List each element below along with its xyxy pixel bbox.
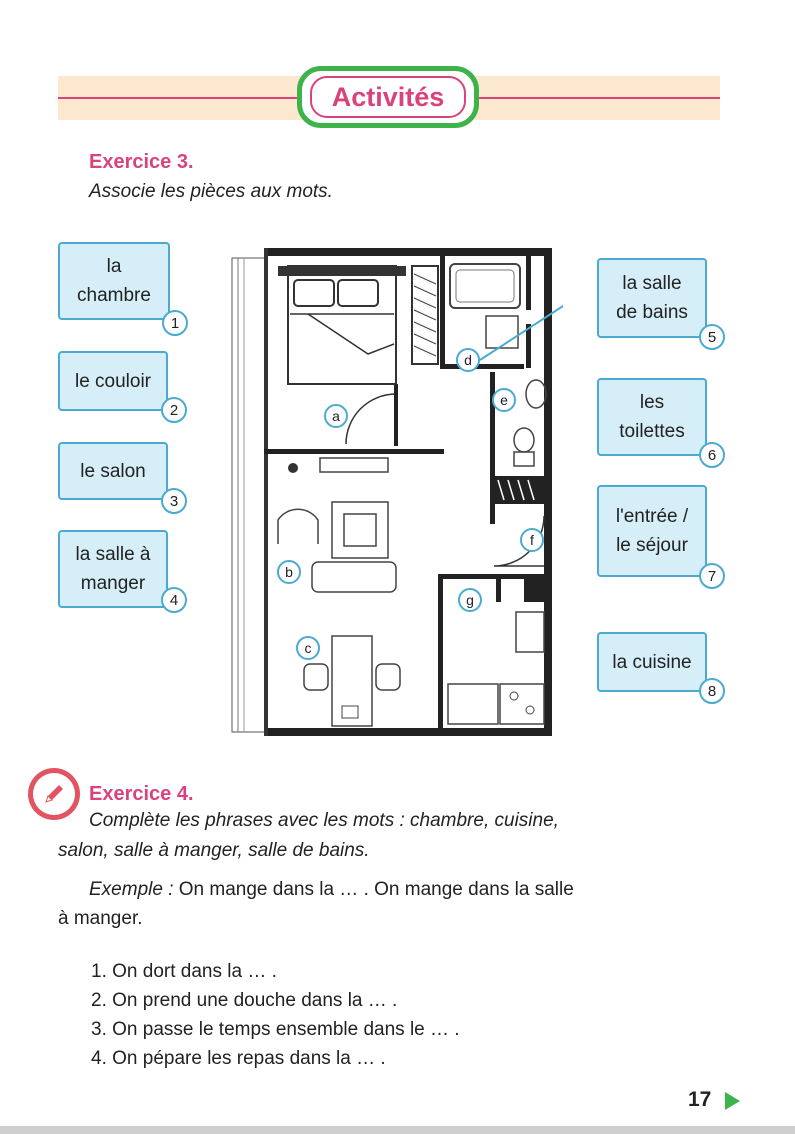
plan-label-d: d <box>464 352 472 368</box>
word-box-3 <box>58 442 168 500</box>
exercise3-title: Exercice 3. <box>89 151 194 173</box>
word-3-number: 3 <box>161 488 187 514</box>
word-5-number: 5 <box>699 324 725 350</box>
word-7-line2: le séjour <box>616 535 688 556</box>
exercise4-instruction-2: salon, salle à manger, salle de bains. <box>58 840 370 861</box>
word-3-label: le salon <box>80 460 146 482</box>
word-1-number: 1 <box>162 310 188 336</box>
plan-label-b: b <box>285 564 293 580</box>
word-2-label: le couloir <box>74 370 152 392</box>
plan-label-c: c <box>304 640 312 656</box>
word-1-line1: la <box>106 256 122 277</box>
word-4-line1: la salle à <box>75 544 151 565</box>
word-2-number: 2 <box>161 397 187 423</box>
pencil-icon <box>28 768 80 820</box>
word-5-line2: de bains <box>616 302 688 323</box>
word-box-8 <box>597 632 707 692</box>
next-arrow-icon[interactable] <box>725 1092 740 1110</box>
list-item: 4. On pépare les repas dans la … . <box>91 1048 386 1069</box>
example-label: Exemple : <box>89 879 174 900</box>
plan-label-e: e <box>500 392 508 408</box>
word-5-line1: la salle <box>622 273 682 294</box>
plan-label-f: f <box>530 532 534 548</box>
bottom-border <box>0 1126 795 1134</box>
word-4-number: 4 <box>161 587 187 613</box>
word-6-line2: toilettes <box>619 421 685 442</box>
word-box-6 <box>597 378 707 456</box>
plan-label-g: g <box>466 592 474 608</box>
word-7-number: 7 <box>699 563 725 589</box>
exercise3-instruction: Associe les pièces aux mots. <box>89 181 333 202</box>
exercise4-instruction-1: Complète les phrases avec les mots : chambre, cuisine, <box>89 810 559 831</box>
list-item: 3. On passe le temps ensemble dans le … . <box>91 1019 460 1040</box>
list-item: 2. On prend une douche dans la … . <box>91 990 398 1011</box>
example-text-2: à manger. <box>58 908 143 929</box>
exercise4-title: Exercice 4. <box>89 783 194 805</box>
exercise4-list <box>91 957 460 1073</box>
word-box-5 <box>597 258 707 338</box>
word-6-number: 6 <box>699 442 725 468</box>
word-6-line1: les <box>639 392 665 413</box>
example-text-1: On mange dans la … . On mange dans la salle <box>173 879 574 900</box>
plan-label-a: a <box>332 408 340 424</box>
word-1-line2: chambre <box>77 285 151 306</box>
floor-plan <box>218 244 563 740</box>
word-8-number: 8 <box>699 678 725 704</box>
exercise4-example <box>89 875 574 905</box>
word-8-label: la cuisine <box>612 651 692 673</box>
word-box-7 <box>597 485 707 577</box>
word-box-4 <box>58 530 168 608</box>
word-7-line1: l'entrée / <box>615 506 689 527</box>
page-number: 17 <box>688 1088 712 1111</box>
word-box-2 <box>58 351 168 411</box>
list-item: 1. On dort dans la … . <box>91 961 277 982</box>
word-box-1 <box>58 242 170 320</box>
activities-title: Activités <box>310 76 466 118</box>
activities-badge <box>297 66 479 128</box>
word-4-line2: manger <box>80 573 146 594</box>
